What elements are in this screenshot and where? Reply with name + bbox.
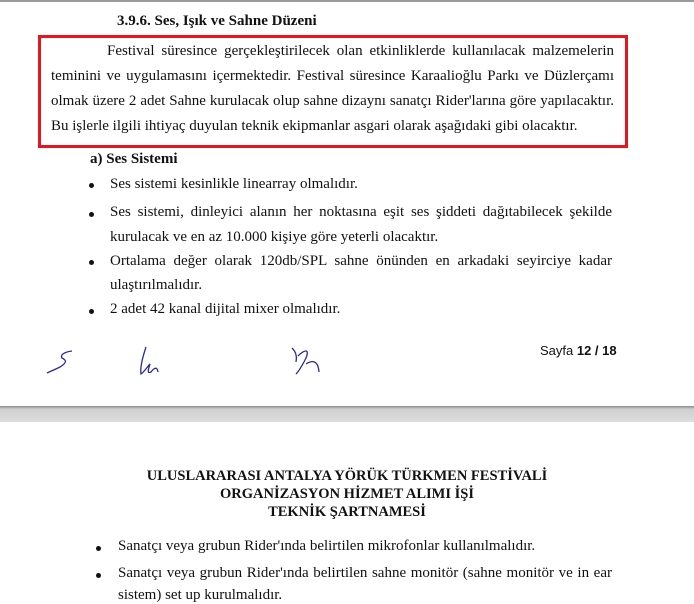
signature-3 (292, 348, 319, 374)
paragraph-line: olmak üzere 2 adet Sahne kurulacak olup sahne dizaynı sanatçı Rider'larına göre yapılacaktır. (51, 93, 614, 109)
bullet-icon (96, 573, 101, 578)
bullet-text: ulaştırılmalıdır. (110, 277, 203, 293)
bullet-text: 2 adet 42 kanal dijital mixer olmalıdır. (110, 301, 341, 317)
bullet-text: Ses sistemi kesinlikle linearray olmalıdır. (110, 176, 358, 192)
document-page-12 (0, 2, 694, 406)
page-number-value: 12 / 18 (576, 343, 617, 358)
paragraph-line: Festival süresince gerçekleştirilecek olan etkinliklerde kullanılacak malzemelerin (107, 43, 614, 59)
document-title-line: ULUSLARARASI ANTALYA YÖRÜK TÜRKMEN FESTİVALİ (146, 468, 548, 484)
page-label: Sayfa (540, 343, 577, 358)
signature-2 (141, 347, 158, 374)
bullet-icon (89, 183, 94, 188)
bullet-icon (96, 546, 101, 551)
bullet-text: Ses sistemi, dinleyici alanın her noktasına eşit ses şiddeti dağıtabilecek şekilde (110, 204, 612, 220)
bullet-text: Ortalama değer olarak 120db/SPL sahne önünden en arkadaki seyirciye kadar (110, 253, 612, 269)
paragraph-line: Bu işlerle ilgili ihtiyaç duyulan teknik ekipmanlar asgari olarak aşağıdaki gibi olacaktır. (51, 118, 578, 134)
bullet-icon (89, 212, 94, 217)
section-heading: 3.9.6. Ses, Işık ve Sahne Düzeni (117, 13, 317, 29)
bullet-icon (89, 260, 94, 265)
signatures (40, 342, 340, 382)
document-title-line: TEKNİK ŞARTNAMESİ (268, 504, 426, 520)
bullet-text: kurulacak ve en az 10.000 kişiye göre yeterli olacaktır. (110, 229, 439, 245)
document-page-13 (0, 422, 694, 603)
document-title-line: ORGANİZASYON HİZMET ALIMI İŞİ (220, 486, 474, 502)
page-separator (0, 406, 694, 422)
bullet-text: Sanatçı veya grubun Rider'ında belirtilen sahne monitör (sahne monitör ve in ear (118, 565, 612, 581)
paragraph-line: teminini ve uygulamasını içermektedir. Festival süresince Karaalioğlu Parkı ve Düzlerçamı (51, 68, 614, 84)
page-number (540, 343, 617, 358)
signature-1 (47, 351, 72, 373)
subheading: a) Ses Sistemi (90, 151, 178, 167)
bullet-text: sistem) set up kurulmalıdır. (118, 587, 283, 603)
bullet-text: Sanatçı veya grubun Rider'ında belirtilen mikrofonlar kullanılmalıdır. (118, 538, 536, 554)
bullet-icon (89, 309, 94, 314)
